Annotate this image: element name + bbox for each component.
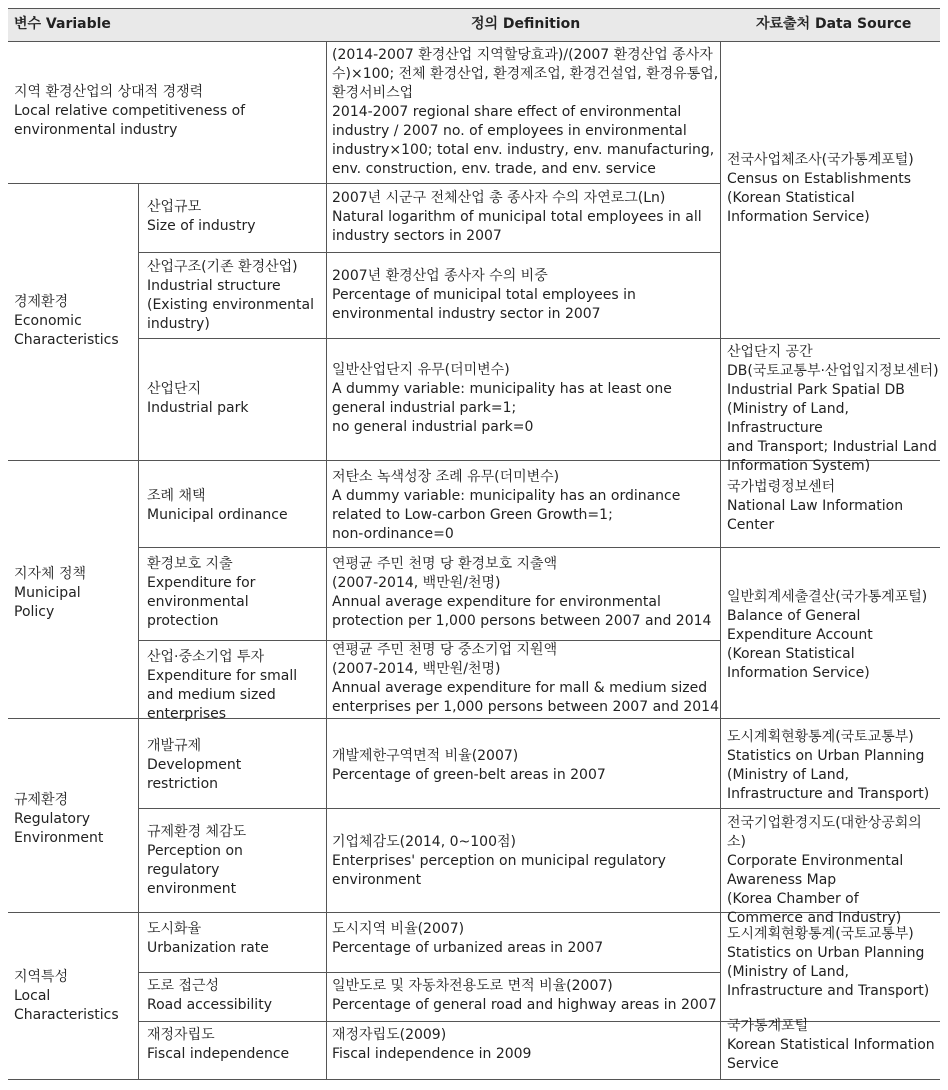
- rule-header: [8, 41, 940, 42]
- def-structure: 2007년 환경산업 종사자 수의 비중 Percentage of municipal total employees in environmental industry sector in 2007: [332, 268, 636, 322]
- var-size: 산업규모 Size of industry: [147, 199, 256, 234]
- rule-vertical: [720, 41, 721, 1079]
- var-structure: 산업구조(기존 환경산업) Industrial structure (Existing environmental industry): [147, 259, 314, 332]
- rule-vertical: [326, 41, 327, 1079]
- src-balance: 일반회계세출결산(국가통계포털) Balance of General Expenditure Account (Korean Statistical Information Service): [727, 589, 928, 681]
- var-park: 산업단지 Industrial park: [147, 381, 249, 416]
- group-env-industry: 지역 환경산업의 상대적 경쟁력 Local relative competitiveness of environmental industry: [14, 84, 246, 138]
- rule-source: [720, 547, 940, 548]
- group-economic: 경제환경 Economic Characteristics: [14, 294, 119, 348]
- rule-bottom: [8, 1079, 940, 1080]
- var-urban: 도시화율 Urbanization rate: [147, 921, 269, 956]
- var-envexp: 환경보호 지출 Expenditure for environmental protection: [147, 556, 256, 629]
- group-local: 지역특성 Local Characteristics: [14, 969, 119, 1023]
- var-sme: 산업·중소기업 투자 Expenditure for small and medium sized enterprises: [147, 649, 298, 722]
- def-urban: 도시지역 비율(2007) Percentage of urbanized areas in 2007: [332, 921, 604, 956]
- def-park: 일반산업단지 유무(더미변수) A dummy variable: municipality has at least one general industrial park=1; no general industrial park=0: [332, 362, 672, 435]
- src-kosis: 국가통계포털 Korean Statistical Information Service: [727, 1018, 935, 1072]
- def-env-industry: (2014-2007 환경산업 지역할당효과)/(2007 환경산업 종사자 수)×100; 전체 환경산업, 환경제조업, 환경건설업, 환경유통업, 환경서비스업 2014-2007 regional share effect of environmental industry / 2007 no. of employees in environmental industry×100; total env. industry, env. manufacturing, env. construction, env. trade, and env. service: [332, 47, 719, 177]
- src-corpmap: 전국기업환경지도(대한상공회의소) Corporate Environmental Awareness Map (Korea Chamber of Commerce and Industry): [727, 815, 922, 926]
- src-census: 전국사업체조사(국가통계포털) Census on Establishments (Korean Statistical Information Service): [727, 152, 914, 225]
- def-perception: 기업체감도(2014, 0~100점) Enterprises' perception on municipal regulatory environment: [332, 834, 666, 888]
- src-parkdb: 산업단지 공간 DB(국토교통부·산업입지정보센터) Industrial Park Spatial DB (Ministry of Land, Infrastructure and Transport; Industrial Land Information System): [727, 344, 939, 474]
- rule-row: [138, 972, 720, 973]
- src-urbanstat-2: 도시계획현황통계(국토교통부) Statistics on Urban Planning (Ministry of Land, Infrastructure and Transport): [727, 926, 930, 999]
- rule-source: [720, 808, 940, 809]
- def-sme: 연평균 주민 천명 당 중소기업 지원액 (2007-2014, 백만원/천명) Annual average expenditure for mall & medium sized enterprises per 1,000 persons between 2007 and 2014: [332, 642, 719, 715]
- rule-row: [138, 547, 720, 548]
- var-perception: 규제환경 체감도 Perception on regulatory environment: [147, 824, 247, 897]
- var-road: 도로 접근성 Road accessibility: [147, 978, 272, 1013]
- rule-top: [8, 8, 940, 9]
- src-urbanstat-1: 도시계획현황통계(국토교통부) Statistics on Urban Planning (Ministry of Land, Infrastructure and Transport): [727, 729, 930, 802]
- var-ordinance: 조례 채택 Municipal ordinance: [147, 488, 288, 523]
- header-definition: 정의 Definition: [471, 16, 581, 32]
- group-regulatory: 규제환경 Regulatory Environment: [14, 792, 104, 846]
- rule-vertical: [138, 183, 139, 1079]
- def-fiscal: 재정자립도(2009) Fiscal independence in 2009: [332, 1027, 532, 1062]
- header-source: 자료출처 Data Source: [756, 16, 912, 32]
- def-size: 2007년 시군구 전체산업 총 종사자 수의 자연로그(Ln) Natural logarithm of municipal total employees in all industry sectors in 2007: [332, 190, 702, 244]
- src-law: 국가법령정보센터 National Law Information Center: [727, 479, 904, 533]
- header-variable: 변수 Variable: [14, 16, 111, 32]
- variables-table: [8, 8, 940, 1080]
- def-ordinance: 저탄소 녹색성장 조례 유무(더미변수) A dummy variable: municipality has an ordinance related to Low-carbon Green Growth=1; non-ordinance=0: [332, 469, 681, 542]
- rule-env-economic: [8, 183, 720, 184]
- rule-row: [138, 338, 940, 339]
- def-road: 일반도로 및 자동차전용도로 면적 비율(2007) Percentage of general road and highway areas in 2007: [332, 978, 717, 1013]
- var-fiscal: 재정자립도 Fiscal independence: [147, 1027, 290, 1062]
- def-devres: 개발제한구역면적 비율(2007) Percentage of green-belt areas in 2007: [332, 748, 606, 783]
- var-devres: 개발규제 Development restriction: [147, 738, 242, 792]
- group-municipal: 지자체 정책 Municipal Policy: [14, 566, 87, 620]
- rule-row: [138, 252, 720, 253]
- def-envexp: 연평균 주민 천명 당 환경보호 지출액 (2007-2014, 백만원/천명) Annual average expenditure for environmental protection per 1,000 persons between 2007 and 2014: [332, 556, 712, 629]
